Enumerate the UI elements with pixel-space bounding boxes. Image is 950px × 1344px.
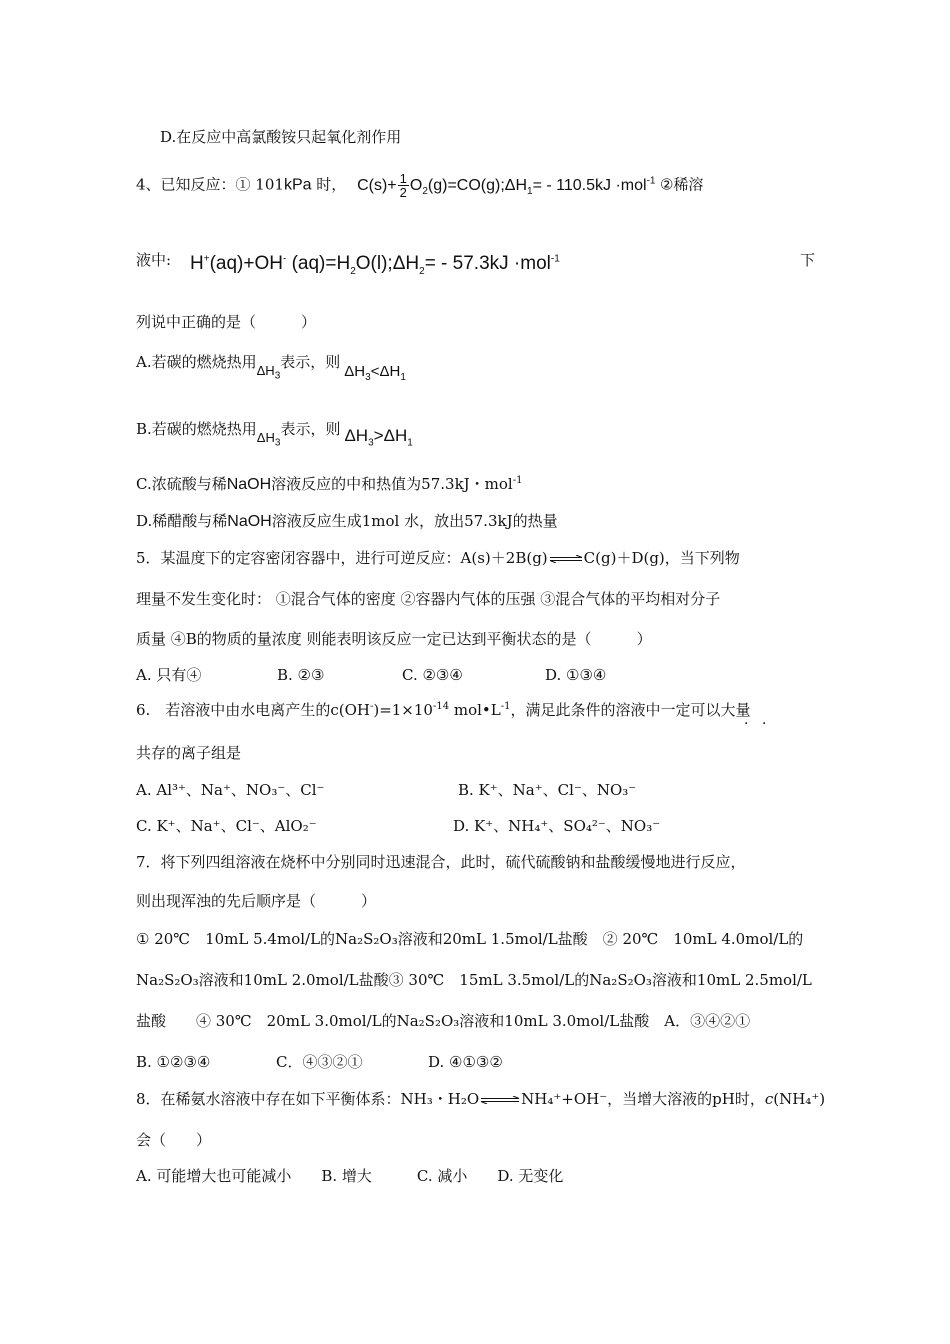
q4-dilute-label: 液中: xyxy=(136,251,172,269)
q7-line-3: ① 20℃ 10mL 5.4mol/L的Na₂S₂O₃溶液和20mL 1.5mol/L盐酸 ② 20℃ 10mL 4.0mol/L的 xyxy=(136,930,804,948)
q4-option-d: D.稀醋酸与稀NaOH溶液反应生成1mol 水，放出57.3kJ的热量 xyxy=(136,512,558,530)
q4-intro-when: 时， xyxy=(311,175,347,194)
q4-equation-2: H+(aq)+OH- $(aq)=H_2O(l);\Delta H_2= - 57.3kJ \cdot mol^{-1}$ xyxy=(190,253,560,277)
q7-option-b: B. ①②③④ xyxy=(136,1053,211,1071)
q7-line-2: 则出现浑浊的先后顺序是（ ） xyxy=(136,892,377,910)
q4-intro-unit: kPa xyxy=(283,176,312,194)
q6-option-b: B. K⁺、Na⁺、Cl⁻、NO₃⁻ xyxy=(458,781,637,799)
q4-question: 列说中正确的是（ ） xyxy=(136,313,317,331)
emphasis-dot: · xyxy=(744,716,749,732)
q4-intro-line xyxy=(136,172,703,199)
q6-option-c: C. K⁺、Na⁺、Cl⁻、AlO₂⁻ xyxy=(136,817,317,835)
q5-option-c: C. ②③④ xyxy=(402,666,463,684)
fraction-half: $\frac{1}{2}$ xyxy=(399,171,407,200)
q7-line-1: 7．将下列四组溶液在烧杯中分别同时迅速混合，此时，硫代硫酸钠和盐酸缓慢地进行反应， xyxy=(136,853,746,871)
q4-intro: 4、已知反应：① 101 xyxy=(136,175,284,194)
equilibrium-arrow-icon xyxy=(549,555,583,563)
q8-options: A. 可能增大也可能减小 B. 增大 C. 减小 D. 无变化 xyxy=(136,1167,564,1185)
q7-line-4: Na₂S₂O₃溶液和10mL 2.0mol/L盐酸③ 30℃ 15mL 3.5mol/L的Na₂S₂O₃溶液和10mL 2.5mol/L xyxy=(136,971,812,989)
q4-option-b-dh: $\Delta H_3$ xyxy=(256,430,281,449)
q8-line-1: 8．在稀氨水溶液中存在如下平衡体系：NH₃・H₂O NH₄⁺+OH⁻，当增大溶液的pH时，c(NH₄⁺) xyxy=(136,1090,826,1108)
q7-line-5: 盐酸 ④ 30℃ 20mL 3.0mol/L的Na₂S₂O₃溶液和10mL 3.0mol/L盐酸 A．③④②① xyxy=(136,1012,751,1030)
q4-option-a-relation: $\Delta H_3<\Delta H_1$ xyxy=(344,363,406,383)
q7-option-d: D. ④①③② xyxy=(428,1053,503,1071)
q5-line-2: 理量不发生变化时： ①混合气体的密度 ②容器内气体的压强 ③混合气体的平均相对分子 xyxy=(136,590,721,608)
q6-option-d: D. K⁺、NH₄⁺、SO₄²⁻、NO₃⁻ xyxy=(453,817,661,835)
q4-equation-1: C(s)+ $\frac{1}{2}$ $O_2(g)=CO(g);\Delta H_1= - 110.5kJ \cdot mol^{-1}$ xyxy=(357,171,656,200)
q4-option-c: C.浓硫酸与稀NaOH溶液反应的中和热值为57.3kJ・mol$^{-1}$ xyxy=(136,475,523,493)
q4-option-b-relation: $\Delta H_3>\Delta H_1$ xyxy=(344,426,413,449)
q4-option-a: A.若碳的燃烧热用$\Delta H_3$表示，则$\Delta H_3<\Delta H_1$ xyxy=(136,353,406,383)
emphasis-dot: · xyxy=(762,716,767,732)
q8-line-2: 会（ ） xyxy=(136,1131,212,1149)
equilibrium-arrow-icon xyxy=(480,1096,520,1104)
q6-line-2: 共存的离子组是 xyxy=(136,744,242,762)
q5-option-d: D. ①③④ xyxy=(545,666,607,684)
q4-option-a-dh: $\Delta H_3$ xyxy=(256,363,281,382)
q6-option-a: A. Al³⁺、Na⁺、NO₃⁻、Cl⁻ xyxy=(136,781,325,799)
q4-xia: 下 xyxy=(800,251,816,269)
q4-option-b: B.若碳的燃烧热用$\Delta H_3$表示，则 $\Delta H_3>\Delta H_1$ xyxy=(136,420,413,449)
q7-option-c: C．④③②① xyxy=(276,1053,363,1071)
q5-line-3: 质量 ④B的物质的量浓度 则能表明该反应一定已达到平衡状态的是（ ） xyxy=(136,630,652,648)
q3-option-d: D.在反应中高氯酸铵只起氧化剂作用 xyxy=(160,128,402,146)
q5-option-a: A. 只有④ xyxy=(136,666,202,684)
q5-option-b: B. ②③ xyxy=(277,666,325,684)
q5-line-1: 5．某温度下的定容密闭容器中，进行可逆反应：A(s)＋2B(g) C(g)＋D(g)，当下列物 xyxy=(136,549,740,567)
q6-line-1: 6. 若溶液中由水电离产生的$c(OH^-)=1\times 10^{-14}$ $mol•L^{-1}$，满足此条件的溶液中一定可以大量 xyxy=(136,701,751,719)
q4-circle-2: ②稀溶 xyxy=(659,175,704,194)
